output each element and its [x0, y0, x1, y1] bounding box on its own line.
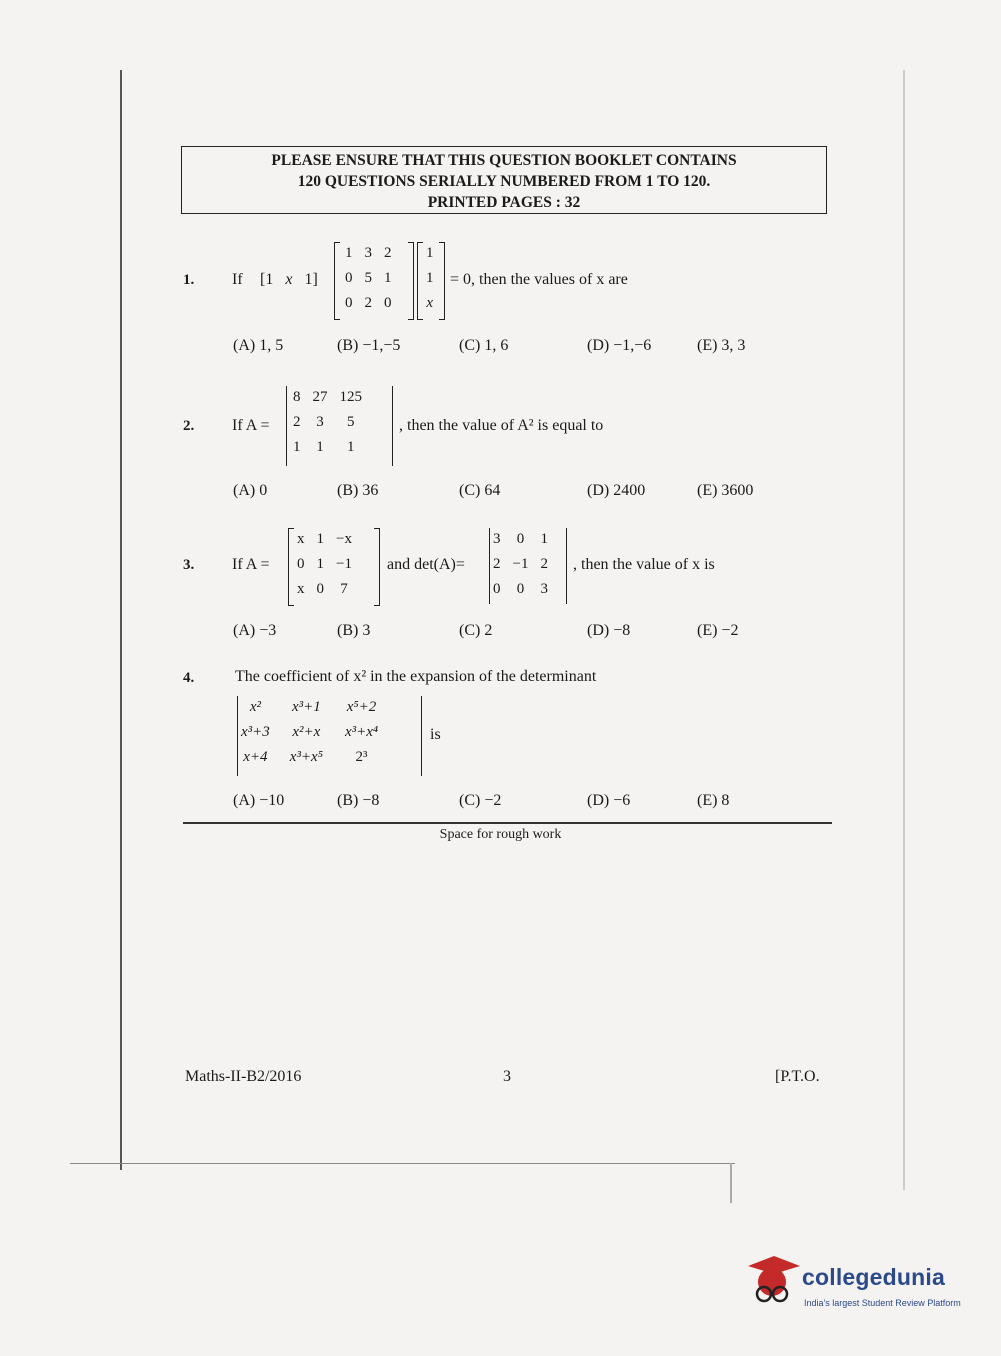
pto-label: [P.T.O.: [775, 1068, 820, 1085]
matrix-cell: 2: [384, 245, 392, 261]
determinant-bar: [421, 696, 422, 776]
matrix-cell: 1: [540, 531, 548, 547]
option-e[interactable]: (E) 3, 3: [697, 337, 746, 354]
row-vector-entry: [1: [260, 271, 274, 288]
row-vector-entry: x: [285, 271, 293, 288]
header-line: PLEASE ENSURE THAT THIS QUESTION BOOKLET CONTAINS: [271, 152, 737, 169]
matrix-cell: x³+x⁵: [289, 749, 323, 765]
brand-logo: [744, 1252, 974, 1312]
scan-edge: [120, 70, 122, 1170]
matrix-cell: 2: [364, 295, 372, 311]
matrix-bracket: [374, 528, 380, 606]
matrix-cell: 1: [345, 245, 353, 261]
option-b[interactable]: (B) 3: [337, 622, 371, 639]
matrix-cell: 0: [493, 581, 501, 597]
matrix-cell: 2: [493, 556, 501, 572]
matrix-bracket: [408, 242, 414, 320]
header-line: PRINTED PAGES : 32: [427, 194, 581, 211]
matrix-cell: 1: [316, 531, 324, 547]
brand-name: collegedunia: [802, 1264, 945, 1290]
question-mid: and det(A)=: [387, 556, 465, 573]
matrix-cell: x³+x⁴: [344, 724, 379, 740]
matrix-cell: −1: [512, 556, 529, 572]
option-e[interactable]: (E) 8: [697, 792, 730, 809]
question-number: 3.: [183, 557, 195, 573]
matrix-cell: 1: [316, 556, 324, 572]
matrix-cell: 0: [384, 295, 392, 311]
question-prefix: If A =: [232, 417, 270, 434]
matrix-cell: 1: [347, 439, 355, 455]
matrix-cell: x: [297, 531, 305, 547]
question-prefix: If A =: [232, 556, 270, 573]
option-d[interactable]: (D) 2400: [587, 482, 646, 499]
question-suffix: , then the value of x is: [573, 556, 715, 573]
question-prefix: If: [232, 271, 243, 288]
matrix-cell: 5: [364, 270, 372, 286]
matrix-cell: 27: [312, 389, 328, 405]
option-a[interactable]: (A) 0: [233, 482, 268, 499]
matrix-cell: 3: [493, 531, 501, 547]
option-b[interactable]: (B) −1,−5: [337, 337, 401, 354]
matrix-cell: 2³: [355, 749, 368, 765]
matrix-cell: 5: [347, 414, 355, 430]
matrix-cell: 1: [293, 439, 301, 455]
matrix-cell: 1: [316, 439, 324, 455]
option-a[interactable]: (A) −3: [233, 622, 277, 639]
matrix-cell: x: [297, 581, 305, 597]
matrix-cell: 0: [345, 270, 353, 286]
header-line: 120 QUESTIONS SERIALLY NUMBERED FROM 1 TO 120.: [297, 173, 711, 190]
matrix-cell: 3: [540, 581, 548, 597]
matrix-cell: 3: [364, 245, 372, 261]
scan-edge: [903, 70, 905, 1190]
matrix-cell: 0: [516, 531, 525, 547]
option-d[interactable]: (D) −8: [587, 622, 631, 639]
divider: [183, 822, 832, 824]
row-vector: [260, 271, 318, 289]
matrix-cell: 3: [316, 414, 324, 430]
matrix-cell: x²: [249, 699, 261, 715]
matrix-cell: −1: [336, 556, 352, 572]
option-b[interactable]: (B) 36: [337, 482, 379, 499]
determinant-bar: [392, 386, 393, 466]
option-b[interactable]: (B) −8: [337, 792, 380, 809]
question-number: 1.: [183, 272, 195, 288]
matrix-cell: 7: [340, 581, 348, 597]
matrix-cell: x³+3: [241, 724, 270, 740]
column-vector: [419, 240, 441, 317]
matrix-cell: x⁵+2: [346, 699, 377, 715]
question-suffix: = 0, then the values of x are: [450, 271, 628, 288]
question-number: 4.: [183, 670, 195, 686]
matrix: [338, 240, 399, 317]
option-e[interactable]: (E) −2: [697, 622, 739, 639]
matrix-cell: 8: [293, 389, 301, 405]
matrix-cell: 0: [345, 295, 353, 311]
question-suffix: , then the value of A² is equal to: [399, 417, 604, 434]
matrix-cell: 0: [297, 556, 305, 572]
matrix-cell: −x: [336, 531, 352, 547]
question-number: 2.: [183, 418, 195, 434]
option-d[interactable]: (D) −6: [587, 792, 631, 809]
matrix-cell: 2: [293, 414, 301, 430]
question-prefix: The coefficient of x² in the expansion of the determinant: [235, 668, 597, 685]
booklet-header: [181, 146, 827, 214]
matrix: [286, 384, 369, 461]
matrix-cell: 0: [516, 581, 525, 597]
scan-edge: [730, 1163, 732, 1203]
row-vector-entry: 1]: [304, 271, 318, 288]
matrix: [233, 694, 388, 771]
matrix-cell: 125: [339, 389, 362, 405]
brand-tagline: India's largest Student Review Platform: [804, 1298, 961, 1308]
matrix-bracket: [439, 242, 445, 320]
option-c[interactable]: (C) 2: [459, 622, 493, 639]
option-c[interactable]: (C) 1, 6: [459, 337, 509, 354]
option-a[interactable]: (A) −10: [233, 792, 285, 809]
graduate-mascot-icon: [744, 1252, 802, 1310]
matrix-cell: 1: [426, 270, 434, 286]
matrix-cell: 1: [426, 245, 434, 261]
option-c[interactable]: (C) 64: [459, 482, 501, 499]
matrix-cell: x²+x: [292, 724, 321, 740]
rough-work-label: Space for rough work: [439, 827, 562, 842]
matrix: [290, 526, 359, 603]
matrix-cell: x+4: [243, 749, 268, 765]
option-e[interactable]: (E) 3600: [697, 482, 754, 499]
matrix-cell: 1: [384, 270, 392, 286]
matrix: [486, 526, 555, 603]
determinant-bar: [566, 528, 567, 604]
question-suffix: is: [430, 726, 441, 743]
matrix-cell: 0: [316, 581, 324, 597]
matrix-cell: x: [426, 295, 434, 311]
matrix-cell: 2: [540, 556, 548, 572]
matrix-cell: x³+1: [291, 699, 321, 715]
page-number: 3: [503, 1068, 511, 1085]
scan-edge: [70, 1163, 735, 1164]
option-d[interactable]: (D) −1,−6: [587, 337, 652, 354]
option-c[interactable]: (C) −2: [459, 792, 502, 809]
paper-code: Maths-II-B2/2016: [185, 1068, 302, 1085]
option-a[interactable]: (A) 1, 5: [233, 337, 284, 354]
